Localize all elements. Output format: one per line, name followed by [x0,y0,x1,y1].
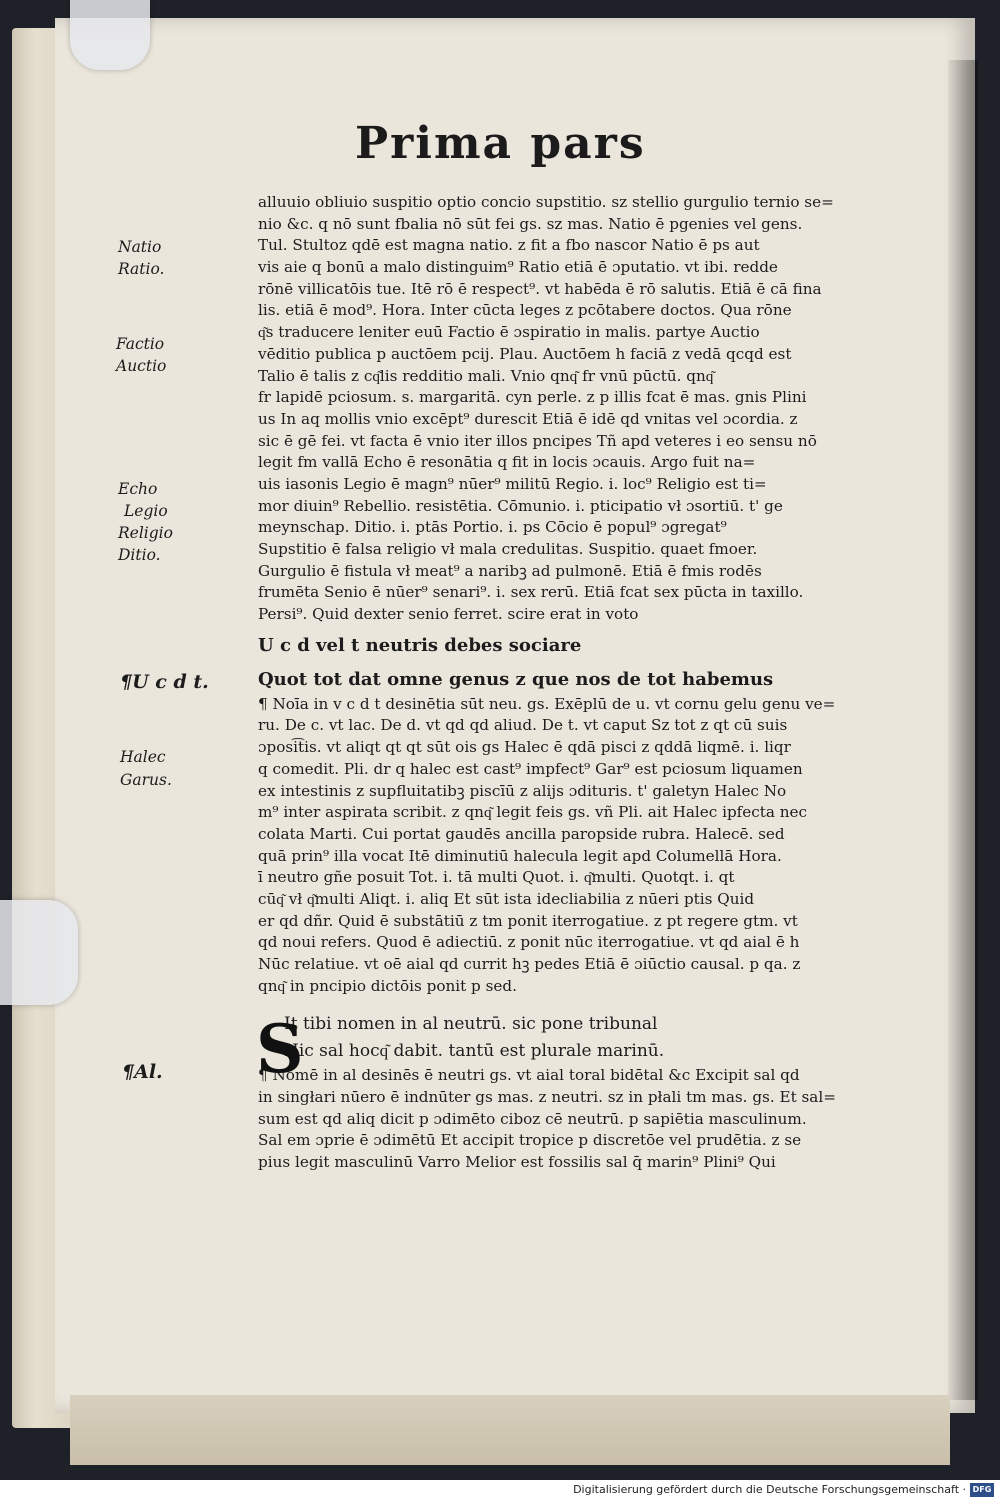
margin-note: Ditio. [118,546,161,564]
text-line: rōnē villicatōis tue. Itē rō ē respect⁹. vt habēda ē rō salutis. Etiā ē cā fina [258,279,822,298]
text-line: quā prin⁹ illa vocat Itē diminutiū halecula legit apd Columellā Hora. [258,846,782,865]
section-gap [258,997,873,1011]
margin-note: Natio [118,238,162,256]
text-line: qnq͂ in pncipio dictōis ponit p sed. [258,976,517,995]
margin-note: Legio [124,502,168,520]
page-gutter-shadow [948,60,978,1400]
margin-note: Religio [118,524,173,542]
section-title: U c d vel t neutris debes sociare [258,634,582,656]
text-line: er qd dñr. Quid ē substātiū z tm ponit iterrogatiue. z pt regere gtm. vt [258,911,798,930]
text-line: q comedit. Pli. dr q halec est cast⁹ impfect⁹ Gar⁹ est pciosum liquamen [258,759,803,778]
text-line: Nūc relatiue. vt oē aial qd currit hꝫ pedes Etiā ē ɔiūctio causal. p qa. z [258,955,801,973]
margin-note: Factio [116,335,165,353]
text-line: lis. etiā ē mod⁹. Hora. Inter cūcta leges z pcōtabere doctos. Qua rōne [258,301,792,320]
margin-note: Echo [118,480,158,498]
text-line: m⁹ inter aspirata scribit. z qnq͂ legit feis gs. vñ Pli. ait Halec ipfecta nec [258,803,808,822]
text-line: Persi⁹. Quid dexter senio ferret. scire erat in voto [258,605,639,624]
margin-note: Auctio [116,357,167,375]
text-line: Gurgulio ē fistula vł meat⁹ a naribꝫ ad pulmonē. Etiā ē fmis rodēs [258,561,762,580]
footer-credit: Digitalisierung gefördert durch die Deutsche Forschungsgemeinschaft · [573,1483,966,1496]
page-clip-top [70,0,150,70]
footer-bar [0,1480,1000,1501]
page-heading: Prima pars [355,118,646,169]
text-line: cūq͂ vł q͂multi Aliqt. i. aliq Et sūt ista idecliabilia z nūeri ptis Quid [258,889,755,908]
page-clip-left [0,900,78,1005]
section-verse: Hic sal hocq͂ dabit. tantū est plurale marinū. [284,1041,665,1062]
text-line: alluuio obliuio suspitio optio concio supstitio. sz stellio gurgulio ternio se= [258,193,834,211]
section-verse: Quot tot dat omne genus z que nos de tot habemus [258,668,774,690]
text-line: uis iasonis Legio ē magn⁹ nūer⁹ militū Regio. i. loc⁹ Religio est ti= [258,474,767,493]
text-line: sum est qd aliq dicit p ɔdimēto ciboz cē neutrū. p sapiētia masculinum. [258,1109,807,1128]
text-line: ex intestinis z supfluitatibꝫ piscīū z alijs ɔdituris. t' galetyn Halec No [258,781,787,800]
body-text [258,192,873,1174]
text-line: colata Marti. Cui portat gaudēs ancilla paropside rubra. Halecē. sed [258,824,785,843]
text-line: ¶ Nomē in al desinēs ē neutri gs. vt aial toral bidētal &c Excipit sal qd [258,1066,800,1085]
text-line: nio &c. q nō sunt fbalia nō sūt fei gs. sz mas. Natio ē pgenies vel gens. [258,214,803,233]
margin-note: ¶U c d t. [120,671,209,693]
text-line: Sal em ɔprie ē ɔdimētū Et accipit tropice p discretōe vel prudētia. z se [258,1131,802,1150]
text-line: sic ē gē fei. vt facta ē vnio iter illos pncipes Tñ apd veteres i eo sensu nō [258,431,817,450]
text-line: mor diuin⁹ Rebellio. resistētia. Cōmunio. i. pticipatio vł ɔsortiū. t' ge [258,496,783,515]
text-line: Supstitio ē falsa religio vł mala credulitas. Suspitio. quaet fmoer. [258,540,758,558]
initial-letter: S [256,1010,304,1088]
text-line: Tul. Stultoz qdē est magna natio. z fit a fbo nascor Natio ē ps aut [258,236,760,255]
book-edge-bottom [70,1395,950,1465]
text-line: vis aie q bonū a malo distinguim⁹ Ratio etiā ē ɔputatio. vt ibi. redde [258,258,778,277]
text-line: ¶ Noīa in v c d t desinētia sūt neu. gs. Exēplū de u. vt cornu gelu genu ve= [258,694,836,713]
text-line: ru. De c. vt lac. De d. vt qd qd aliud. De t. vt caput Sz tot z qt cū suis [258,716,788,735]
text-line: meynschap. Ditio. i. ptās Portio. i. ps Cōcio ē popul⁹ ɔgregat⁹ [258,518,727,537]
text-line: legit fm vallā Echo ē resonātia q fit in locis ɔcauis. Argo fuit na= [258,453,756,472]
dfg-logo: DFG [970,1483,994,1497]
text-line: ī neutro gñe posuit Tot. i. tā multi Quot. i. q͂multi. Quotqt. i. qt [258,868,735,887]
text-line: fr lapidē pciosum. s. margaritā. cyn perle. z p illis fcat ē mas. gnis Plini [258,388,807,407]
margin-note: Halec [120,748,166,766]
text-line: in singłari nūero ē indnūter gs mas. z neutri. sz in płali tm mas. gs. Et sal= [258,1088,836,1107]
text-line: ɔposi͡tis. vt aliqt qt qt sūt ois gs Halec ē qdā pisci z qddā liqmē. i. liqr [258,738,791,757]
margin-note: ¶Al. [122,1061,163,1083]
section-verse: It tibi nomen in al neutrū. sic pone tribunal [284,1014,658,1035]
text-line: vēditio publica p auctōem pcij. Plau. Auctōem h faciā z vedā qcqd est [258,344,792,363]
text-line: us In aq mollis vnio excēpt⁹ durescit Etiā ē idē qd vnitas vel ɔcordia. z [258,409,798,428]
text-line: qd noui refers. Quod ē adiectiū. z ponit nūc iterrogatiue. vt qd aial ē h [258,933,800,952]
text-line: q͂s traducere leniter euū Factio ē ɔspiratio in malis. partye Auctio [258,323,760,342]
text-line: frumēta Senio ē nūer⁹ senari⁹. i. sex rerū. Etiā fcat sex pūcta in taxillo. [258,583,804,602]
text-line: Talio ē talis z cq͂lis redditio mali. Vnio qnq͂ fr vnū pūctū. qnq͂ [258,366,714,385]
margin-note: Ratio. [118,260,165,278]
margin-note: Garus. [120,771,172,789]
text-line: pius legit masculinū Varro Melior est fossilis sal q̄ marin⁹ Plini⁹ Qui [258,1153,776,1172]
